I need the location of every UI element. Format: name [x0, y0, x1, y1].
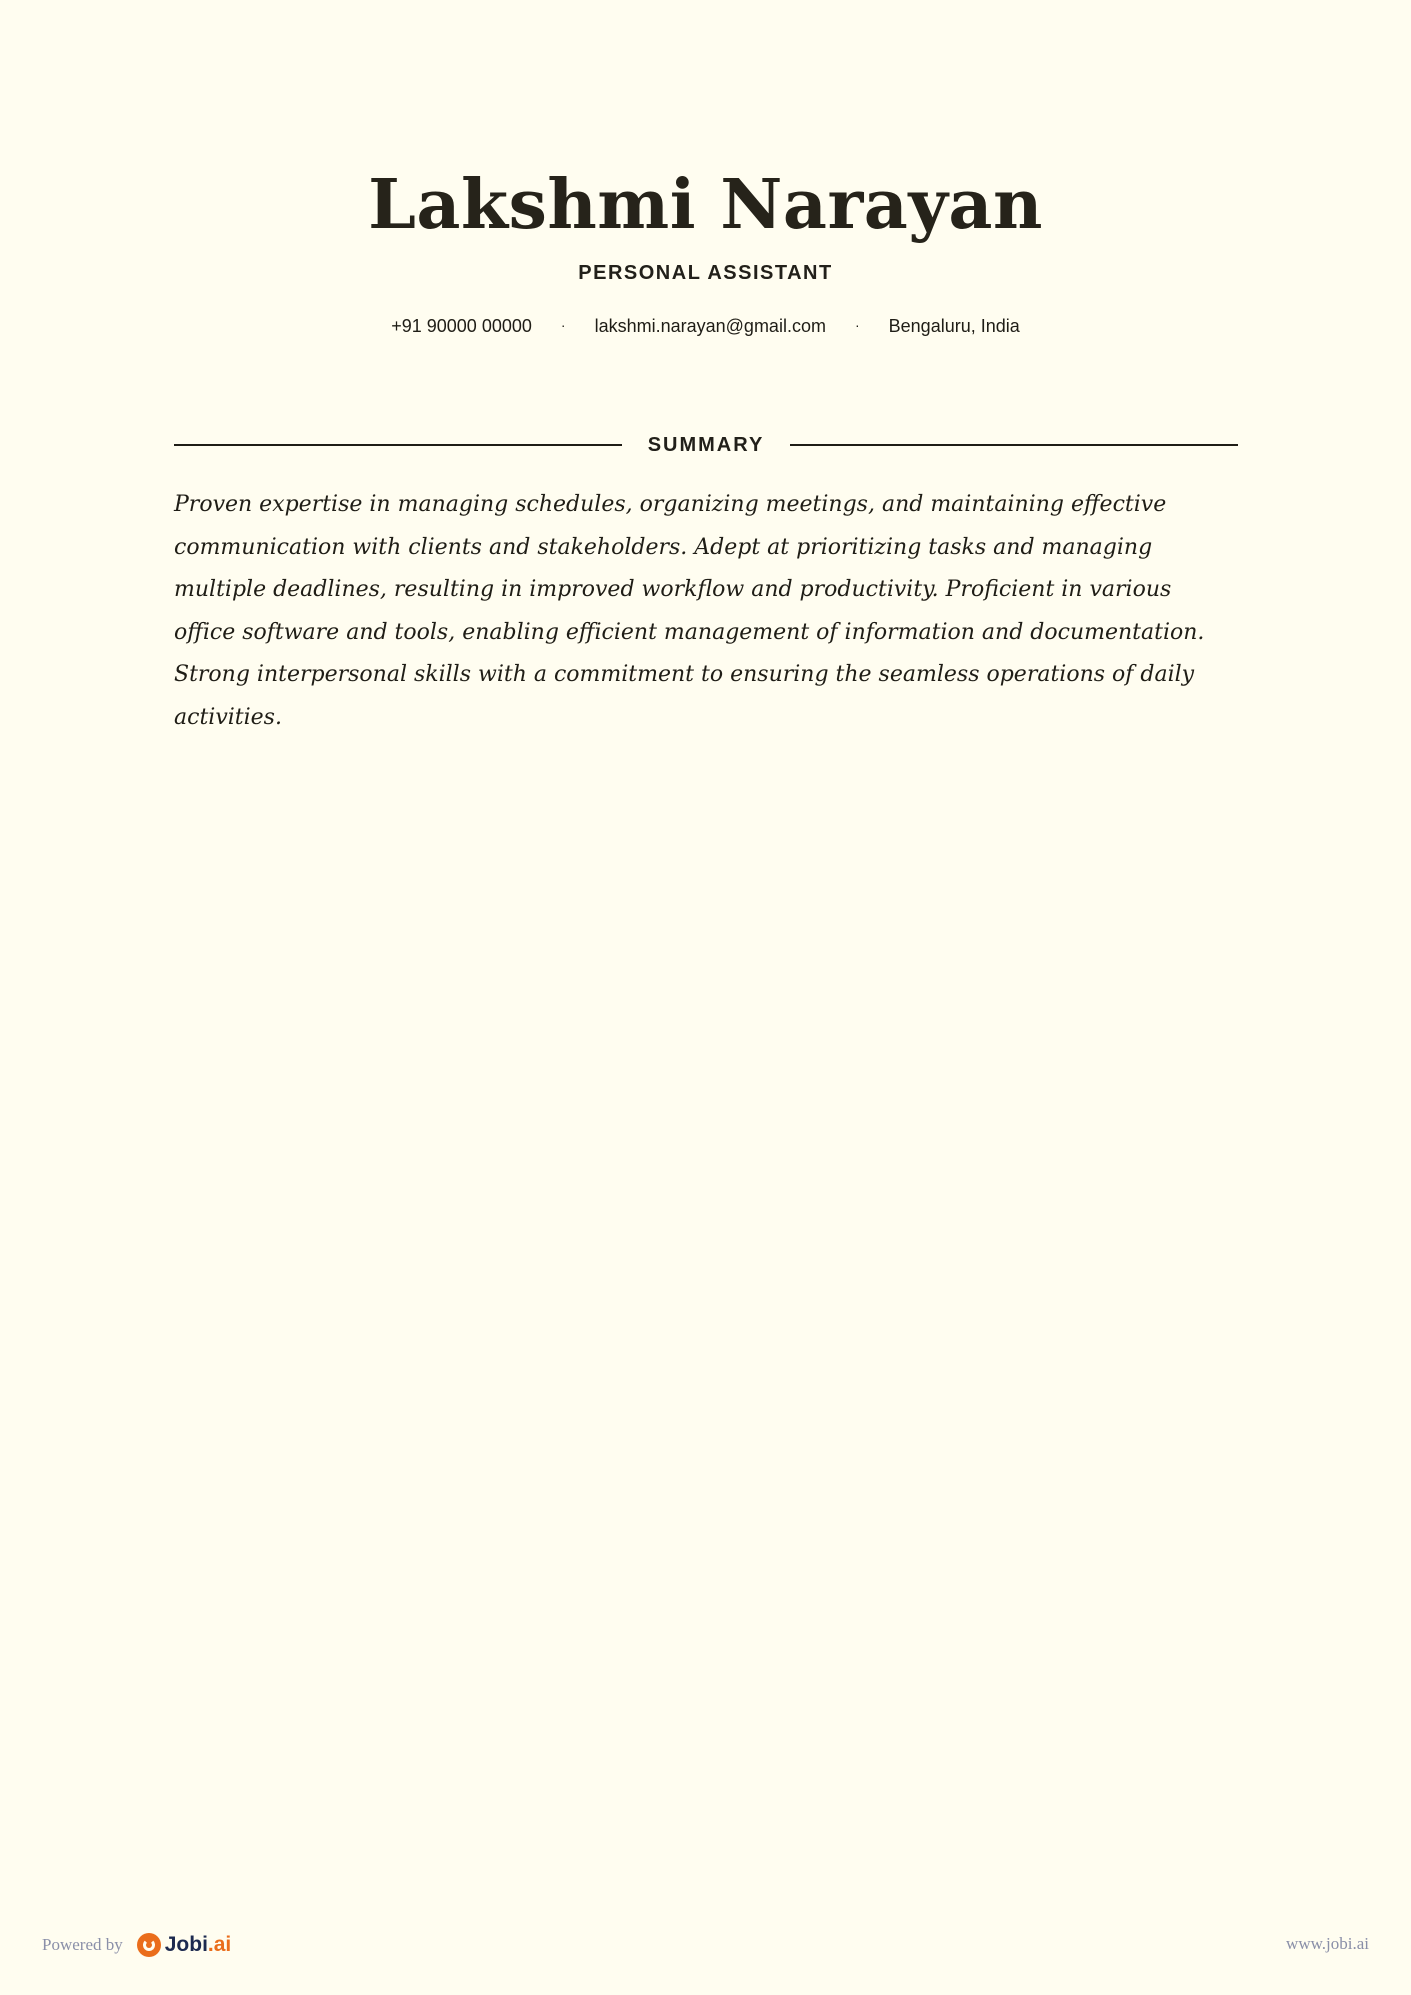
powered-by-label: Powered by	[42, 1935, 123, 1954]
contact-separator: ·	[560, 317, 566, 333]
logo-main-text: Jobi	[164, 1933, 208, 1956]
contact-phone: +91 90000 00000	[391, 316, 532, 336]
summary-section-heading	[174, 430, 1238, 460]
footer-branding	[42, 1930, 231, 1960]
contact-location: Bengaluru, India	[888, 316, 1020, 336]
jobi-logo-icon	[137, 1933, 161, 1957]
jobi-logo[interactable]	[165, 1933, 232, 1957]
logo-accent-text: .ai	[207, 1933, 232, 1956]
heading-rule-left	[174, 444, 622, 446]
footer-website-link[interactable]: www.jobi.ai	[1286, 1934, 1369, 1953]
contact-separator: ·	[854, 317, 860, 333]
contact-email: lakshmi.narayan@gmail.com	[594, 316, 826, 336]
resume-header	[0, 160, 1411, 285]
summary-heading-label: SUMMARY	[647, 433, 765, 456]
job-title: PERSONAL ASSISTANT	[578, 262, 833, 284]
heading-rule-right	[790, 444, 1238, 446]
summary-text: Proven expertise in managing schedules, organizing meetings, and maintaining effective communication with clients and stakeholders. Adept at prioritizing tasks and managing multiple deadlines, resulting in improved workflow and productivity. Proficient in various office software and tools, enabling efficient management of information and documentation. Strong interpersonal skills with a commitment to ensuring the seamless operations of daily activities.	[174, 492, 1205, 730]
contact-info	[0, 316, 1411, 337]
candidate-name: Lakshmi Narayan	[368, 165, 1043, 245]
